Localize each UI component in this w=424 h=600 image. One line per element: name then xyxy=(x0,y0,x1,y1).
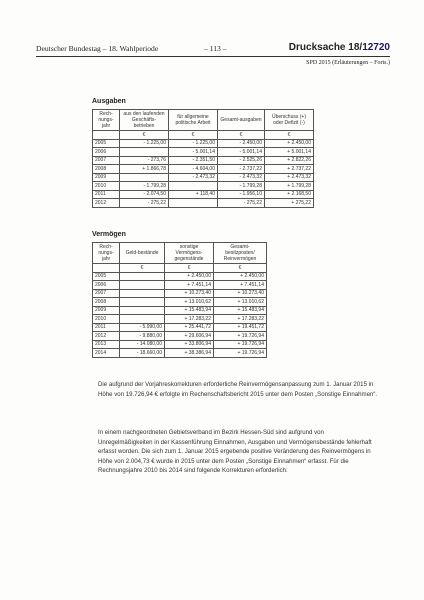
table-row xyxy=(93,165,314,174)
ausgaben-title: Ausgaben xyxy=(92,98,126,105)
unit-cell xyxy=(93,131,120,140)
value-cell: + 1.799,28 xyxy=(265,182,314,191)
value-cell: - 2.074,50 xyxy=(120,190,169,199)
value-cell: - 275,22 xyxy=(120,199,169,208)
year-cell: 2009 xyxy=(93,173,120,182)
value-cell: + 25.441,72 xyxy=(165,323,214,332)
value-cell: - 5.001,14 xyxy=(218,148,265,157)
page-header xyxy=(36,42,390,56)
value-cell: + 7.451,14 xyxy=(214,281,267,290)
value-cell: + 19.726,94 xyxy=(214,349,267,358)
value-cell: - 14.080,00 xyxy=(120,340,165,349)
table-row xyxy=(93,173,314,182)
paragraph-2: In einem nachgeordneten Gebietsverband im Bezirk Hessen-Süd sind aufgrund von Unregelmäßigkeiten in der Kassenführung Einnahmen, Ausgaben und Vermögensbestände fehlerhaft erfasst worden. Die sich zum 1. Januar 2015 ergebende positive Veränderung des Reinvermögens in Höhe von 2.004,73 € wurde in 2015 unter dem Posten „Sonstige Einnahmen“ erfasst. Für die Rechnungsjahre 2010 bis 2014 sind folgende Korrekturen erforderlich: xyxy=(98,429,372,475)
value-cell: - 1.799,28 xyxy=(218,182,265,191)
value-cell: + 5.001,14 xyxy=(265,148,314,157)
column-header: Gesamt-besitzposten/ Reinvermögen xyxy=(214,243,267,264)
ausgaben-table xyxy=(92,109,314,208)
column-header: Gesamt-ausgaben xyxy=(218,110,265,131)
value-cell xyxy=(120,315,165,324)
year-cell: 2006 xyxy=(93,148,120,157)
column-header: Geld-bestände xyxy=(120,243,165,264)
value-cell: + 2.473,32 xyxy=(265,173,314,182)
value-cell: - 1.956,10 xyxy=(218,190,265,199)
unit-cell: € xyxy=(214,264,267,273)
value-cell: - 4.604,00 xyxy=(169,165,218,174)
value-cell: + 10.273,40 xyxy=(165,289,214,298)
value-cell: + 10.273,40 xyxy=(214,289,267,298)
value-cell: + 15.483,94 xyxy=(214,306,267,315)
value-cell: + 17.283,22 xyxy=(165,315,214,324)
value-cell xyxy=(120,148,169,157)
column-header: Rech-nungs-jahr xyxy=(93,110,120,131)
year-cell: 2012 xyxy=(93,199,120,208)
value-cell: + 118,40 xyxy=(169,190,218,199)
table-row xyxy=(93,272,267,281)
column-header: Überschuss (+) oder Defizit (-) xyxy=(265,110,314,131)
value-cell: + 13.010,62 xyxy=(165,298,214,307)
year-cell: 2010 xyxy=(93,182,120,191)
value-cell xyxy=(120,289,165,298)
table-row xyxy=(93,199,314,208)
year-cell: 2005 xyxy=(93,139,120,148)
year-cell: 2011 xyxy=(93,323,120,332)
paragraph-1: Die aufgrund der Vorjahreskorrekturen erforderliche Reinvermögensanpassung zum 1. Januar 2015 in Höhe von 19.726,94 € erfolgte im Rechenschaftsbericht 2015 unter dem Posten „Sonstige Einnahmen“. xyxy=(98,381,378,398)
value-cell xyxy=(120,272,165,281)
drucksache-number: Drucksache 18/12720 xyxy=(288,42,390,53)
value-cell: + 17.283,22 xyxy=(214,315,267,324)
table-row xyxy=(93,340,267,349)
value-cell: - 18.660,00 xyxy=(120,349,165,358)
unit-row xyxy=(93,131,314,140)
table-row xyxy=(93,156,314,165)
table-row xyxy=(93,332,267,341)
year-cell: 2010 xyxy=(93,315,120,324)
unit-cell: € xyxy=(265,131,314,140)
unit-cell: € xyxy=(120,264,165,273)
value-cell xyxy=(120,281,165,290)
year-cell: 2006 xyxy=(93,281,120,290)
value-cell: - 1.799,28 xyxy=(120,182,169,191)
value-cell xyxy=(120,306,165,315)
column-header: für allgemeine politische Arbeit xyxy=(169,110,218,131)
unit-cell xyxy=(93,264,120,273)
year-cell: 2014 xyxy=(93,349,120,358)
header-row xyxy=(93,110,314,131)
value-cell: + 38.386,94 xyxy=(165,349,214,358)
value-cell: + 19.726,94 xyxy=(214,332,267,341)
value-cell: - 2.473,32 xyxy=(169,173,218,182)
unit-row xyxy=(93,264,267,273)
value-cell: - 275,22 xyxy=(218,199,265,208)
year-cell: 2005 xyxy=(93,272,120,281)
vermoegen-table xyxy=(92,242,267,358)
value-cell: - 1.225,00 xyxy=(120,139,169,148)
value-cell: - 2.450,00 xyxy=(218,139,265,148)
header-subline: SPD 2015 (Erläuterungen – Forts.) xyxy=(306,60,390,66)
year-cell: 2009 xyxy=(93,306,120,315)
value-cell xyxy=(169,182,218,191)
value-cell: + 19.451,72 xyxy=(214,323,267,332)
value-cell: - 2.351,50 xyxy=(169,156,218,165)
year-cell: 2012 xyxy=(93,332,120,341)
year-cell: 2007 xyxy=(93,156,120,165)
value-cell: - 5.001,14 xyxy=(169,148,218,157)
value-cell xyxy=(120,298,165,307)
value-cell: + 19.726,94 xyxy=(214,340,267,349)
value-cell: + 29.606,94 xyxy=(165,332,214,341)
value-cell: - 1.225,00 xyxy=(169,139,218,148)
table-row xyxy=(93,349,267,358)
table-row xyxy=(93,182,314,191)
value-cell: + 2.737,22 xyxy=(265,165,314,174)
value-cell: + 2.450,00 xyxy=(265,139,314,148)
unit-cell: € xyxy=(165,264,214,273)
value-cell: - 9.880,00 xyxy=(120,332,165,341)
unit-cell: € xyxy=(169,131,218,140)
value-cell: + 2.450,00 xyxy=(214,272,267,281)
value-cell: + 2.450,00 xyxy=(165,272,214,281)
year-cell: 2007 xyxy=(93,289,120,298)
value-cell: + 275,22 xyxy=(265,199,314,208)
table-row xyxy=(93,323,267,332)
table-row xyxy=(93,139,314,148)
table-row xyxy=(93,315,267,324)
value-cell: - 273,76 xyxy=(120,156,169,165)
value-cell: + 33.806,94 xyxy=(165,340,214,349)
value-cell: + 2.822,26 xyxy=(265,156,314,165)
value-cell xyxy=(169,199,218,208)
table-row xyxy=(93,306,267,315)
column-header: Rech-nungs-jahr xyxy=(93,243,120,264)
header-rule xyxy=(36,56,390,57)
year-cell: 2008 xyxy=(93,298,120,307)
page-number: – 113 – xyxy=(204,44,227,53)
value-cell: - 2.737,22 xyxy=(218,165,265,174)
value-cell: - 2.525,26 xyxy=(218,156,265,165)
table-row xyxy=(93,298,267,307)
value-cell xyxy=(120,173,169,182)
unit-cell: € xyxy=(120,131,169,140)
value-cell: - 5.990,00 xyxy=(120,323,165,332)
header-row xyxy=(93,243,267,264)
column-header: aus den laufenden Geschäfts-betrieben xyxy=(120,110,169,131)
table-row xyxy=(93,190,314,199)
vermoegen-title: Vermögen xyxy=(92,231,126,238)
year-cell: 2008 xyxy=(93,165,120,174)
column-header: sonstige Vermögens-gegenstände xyxy=(165,243,214,264)
value-cell: + 2.168,50 xyxy=(265,190,314,199)
value-cell: + 1.866,78 xyxy=(120,165,169,174)
table-row xyxy=(93,289,267,298)
year-cell: 2013 xyxy=(93,340,120,349)
value-cell: + 15.483,94 xyxy=(165,306,214,315)
value-cell: - 2.473,32 xyxy=(218,173,265,182)
table-row xyxy=(93,281,267,290)
value-cell: + 13.010,62 xyxy=(214,298,267,307)
table-row xyxy=(93,148,314,157)
value-cell: + 7.451,14 xyxy=(165,281,214,290)
unit-cell: € xyxy=(218,131,265,140)
header-left: Deutscher Bundestag – 18. Wahlperiode xyxy=(36,44,159,53)
year-cell: 2011 xyxy=(93,190,120,199)
